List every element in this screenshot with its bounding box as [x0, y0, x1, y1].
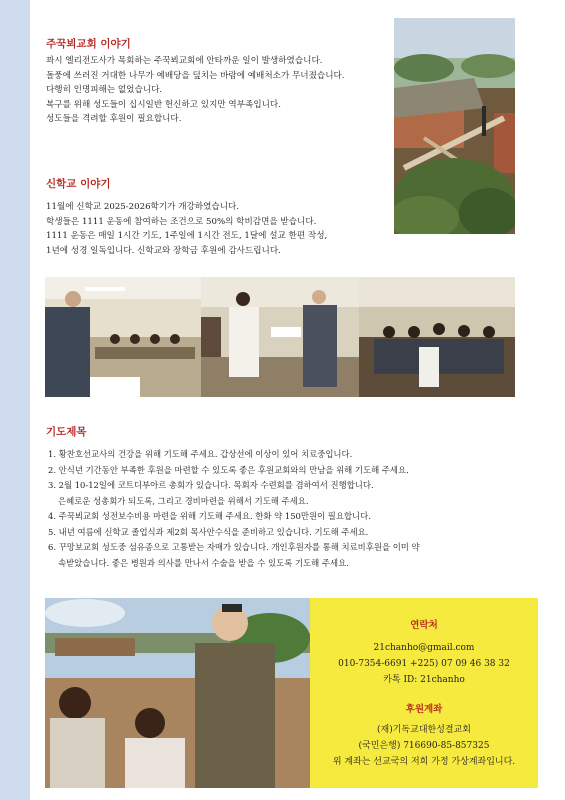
- prayer-item-continued: 은혜로운 성총회가 되도록, 그리고 경비마련을 위해서 기도해 주세요.: [58, 495, 309, 506]
- church-story-title: 주꾹뵈교회 이야기: [46, 38, 131, 50]
- seminary-story-line: 1111 운동은 매일 1시간 기도, 1주일에 1시간 전도, 1달에 설교 한편 작성,: [46, 231, 328, 242]
- contact-kakao: 카톡 ID: 21chanho: [383, 675, 465, 685]
- seminary-classroom-photo-1: [45, 277, 201, 397]
- prayer-item: 5. 내년 여름에 신학교 졸업식과 제2회 목사안수식을 준비하고 있습니다. 기도해 주세요.: [48, 526, 369, 537]
- prayer-item: 3. 2월 10-12일에 코트디부아르 총회가 있습니다. 목회자 수련회를 겸하여서 진행합니다.: [48, 480, 374, 490]
- contact-donation-box: [310, 598, 538, 788]
- prayer-item: 1. 황찬호선교사의 건강을 위해 기도해 주세요. 갑상선에 이상이 있어 치료중입니다.: [48, 449, 353, 459]
- prayer-list: [48, 447, 420, 571]
- seminary-classroom-photo-2: [201, 277, 359, 397]
- seminary-story-line: 11월에 신학교 2025-2026학기가 개강하였습니다.: [46, 202, 240, 212]
- church-story-line: 다행히 인명피해는 없었습니다.: [46, 85, 163, 96]
- prayer-item-continued: 속받았습니다. 좋은 병원과 의사를 만나서 수술을 받을 수 있도록 기도해 주세요.: [58, 557, 349, 568]
- church-story-line: 복구를 위해 성도들이 십시일반 헌신하고 있지만 역부족입니다.: [46, 99, 281, 110]
- church-story-line: 성도들을 격려할 후원이 필요합니다.: [46, 114, 182, 125]
- seminary-classroom-photo-3: [359, 277, 515, 397]
- donation-account: (국민은행) 716690-85-857325: [358, 741, 490, 751]
- church-story-body: [46, 54, 345, 127]
- prayer-item: 6. 꾸망보교회 성도중 섬유종으로 고통받는 자매가 있습니다. 개인후원자를 통해 치료비후원을 이미 약: [48, 542, 420, 552]
- seminary-story-line: 1년에 성경 일독입니다. 신학교와 장학금 후원에 감사드립니다.: [46, 245, 281, 256]
- prayer-title: 기도제목: [46, 426, 87, 438]
- seminary-story-body: [46, 200, 327, 258]
- donation-title: 후원계좌: [405, 704, 443, 715]
- contact-title: 연락처: [410, 620, 438, 631]
- seminary-story-title: 신학교 이야기: [46, 178, 111, 190]
- prayer-item: 2. 안식년 기간동안 부족한 후원을 마련할 수 있도록 좋은 후원교회와의 만남을 위해 기도해 주세요.: [48, 464, 409, 475]
- left-color-strip: [0, 0, 30, 800]
- collapsed-church-photo: [394, 18, 515, 234]
- donation-org: (재)기독교대한성결교회: [377, 725, 471, 735]
- family-photo: [45, 598, 310, 788]
- donation-note: 위 계좌는 선교국의 저희 가정 가상계좌입니다.: [332, 757, 516, 767]
- contact-phones: 010-7354-6691 +225) 07 09 46 38 32: [338, 659, 510, 669]
- contact-email[interactable]: 21chanho@gmail.com: [373, 643, 475, 653]
- church-story-line: 돌풍에 쓰러진 거대한 나무가 예배당을 덮치는 바람에 예배처소가 무너졌습니다.: [46, 70, 345, 81]
- seminary-story-line: 학생들은 1111 운동에 참여하는 조건으로 50%의 학비감면을 받습니다.: [46, 216, 317, 227]
- prayer-item: 4. 주꾹뵈교회 성전보수비용 마련을 위해 기도해 주세요. 한화 약 150만원이 필요합니다.: [48, 511, 371, 521]
- church-story-line: 꽈시 엘리전도사가 목회하는 주꾹뵈교회에 안타까운 일이 발생하였습니다.: [46, 56, 323, 66]
